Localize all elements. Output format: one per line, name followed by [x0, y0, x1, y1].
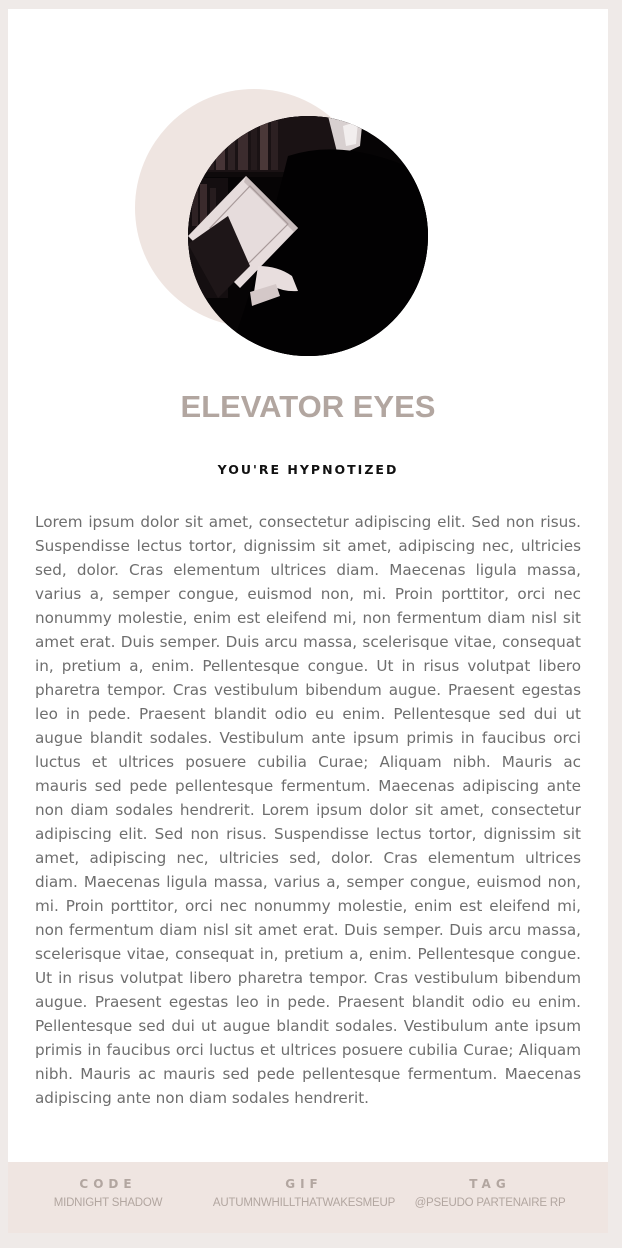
- page-title: ELEVATOR EYES: [180, 389, 436, 424]
- page-subtitle: YOU'RE HYPNOTIZED: [217, 462, 399, 477]
- content-card: [8, 9, 608, 1233]
- hero-section: [8, 9, 608, 369]
- body-paragraph: Lorem ipsum dolor sit amet, consectetur adipiscing elit. Sed non risus. Suspendisse lectus tortor, dignissim sit amet, adipiscing nec, ultricies sed, dolor. Cras elementum ultrices diam. Maecenas ligula massa, varius a, semper congue, euismod non, mi. Proin porttitor, orci nec nonummy molestie, enim est eleifend mi, non fermentum diam nisl sit amet erat. Duis semper. Duis arcu massa, scelerisque vitae, consequat in, pretium a, enim. Pellentesque congue. Ut in risus volutpat libero pharetra tempor. Cras vestibulum bibendum augue. Praesent egestas leo in pede. Praesent blandit odio eu enim. Pellentesque sed dui ut augue blandit sodales. Vestibulum ante ipsum primis in faucibus orci luctus et ultrices posuere cubilia Curae; Aliquam nibh. Mauris ac mauris sed pede pellentesque fermentum. Maecenas adipiscing ante non diam sodales hendrerit. Lorem ipsum dolor sit amet, consectetur adipiscing elit. Sed non risus. Suspendisse lectus tortor, dignissim sit amet, adipiscing nec, ultricies sed, dolor. Cras elementum ultrices diam. Maecenas ligula massa, varius a, semper congue, euismod non, mi. Proin porttitor, orci nec nonummy molestie, enim est eleifend mi, non fermentum diam nisl sit amet erat. Duis semper. Duis arcu massa, scelerisque vitae, consequat in, pretium a, enim. Pellentesque congue. Ut in risus volutpat libero pharetra tempor. Cras vestibulum bibendum augue. Praesent egestas leo in pede. Praesent blandit odio eu enim. Pellentesque sed dui ut augue blandit sodales. Vestibulum ante ipsum primis in faucibus orci luctus et ultrices posuere cubilia Curae; Aliquam nibh. Mauris ac mauris sed pede pellentesque fermentum. Maecenas adipiscing ante non diam sodales hendrerit.: [35, 513, 581, 1107]
- photo-illustration: [188, 116, 428, 356]
- footer-item-code: [8, 1176, 208, 1211]
- footer-value: AUTUMNWHILLTHATWAKESMEUP: [212, 1197, 396, 1209]
- footer-item-tag: [390, 1176, 590, 1211]
- footer-value: MIDNIGHT SHADOW: [53, 1197, 163, 1209]
- footer-label: CODE: [79, 1177, 137, 1191]
- footer-label: GIF: [285, 1177, 323, 1191]
- footer-credits: [8, 1162, 608, 1233]
- footer-value: @PSEUDO PARTENAIRE RP: [414, 1197, 566, 1209]
- footer-item-gif: [204, 1176, 404, 1211]
- woman-reading-book-photo: [188, 116, 428, 356]
- footer-label: TAG: [469, 1177, 511, 1191]
